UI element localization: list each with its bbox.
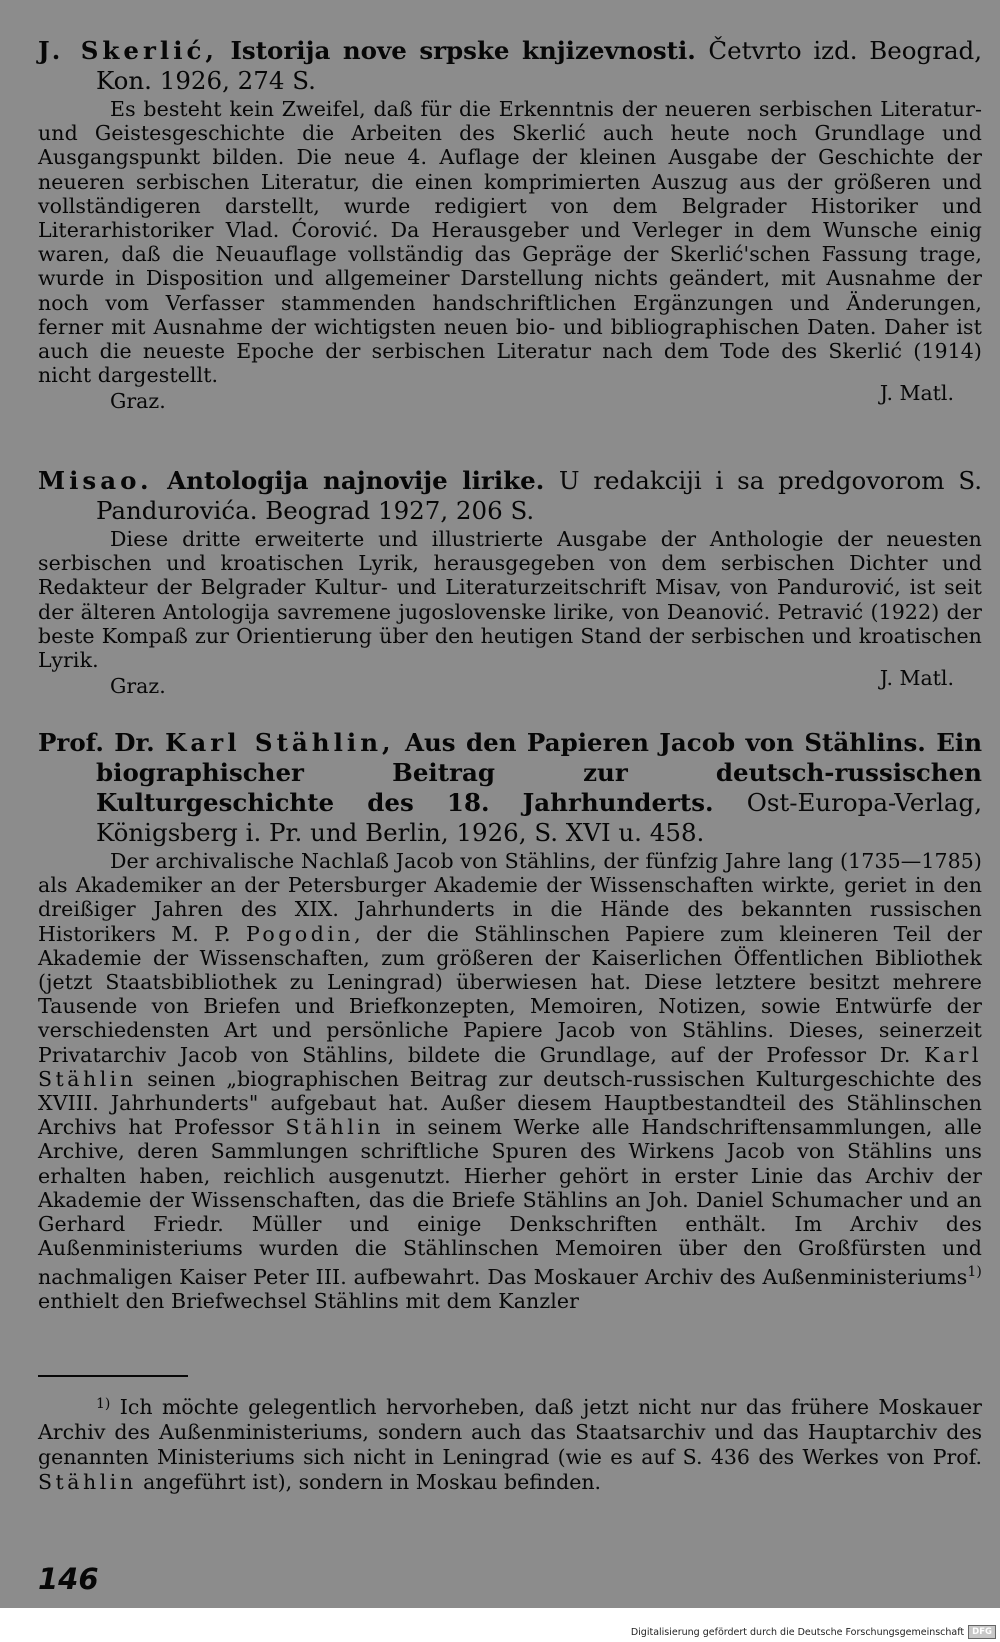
footnote-reference: 1) (967, 1264, 982, 1281)
person-name: Pogodin (245, 921, 355, 946)
person-name: Stählin (38, 1470, 137, 1494)
footnote-text: angeführt ist), sondern in Moskau befinden. (143, 1470, 602, 1494)
review-signoff (38, 381, 982, 414)
review-reviewer: J. Matl. (879, 381, 954, 406)
digitization-credit (631, 1625, 996, 1639)
review-prefix: Prof. Dr. (38, 728, 155, 757)
body-text: Der archivalische Nachlaß Jacob von Stählins, der fünfzig Jahre lang (1735—1785) als Akademiker an der Petersburger Akademie der Wissenschaften wirkte, geriet in den dreißiger Jahren des XIX. Jahrhunderts in die Hände des bekannten russischen Historikers M. P. (38, 849, 982, 946)
footnote-marker: 1) (96, 1396, 111, 1412)
review-heading (38, 728, 982, 848)
review-heading (38, 36, 982, 96)
body-text: seinen „biographischen Beitrag zur deutsch-russischen Kulturgeschichte des XVIII. Jahrhunderts" aufgebaut hat. Außer diesem Hauptbestandteil des Stählinschen Archivs hat Professor (38, 1066, 982, 1140)
review-misao (38, 466, 982, 698)
review-author: J. Skerlić, (38, 36, 218, 65)
person-name: Karl Stählin (38, 1042, 982, 1091)
review-publication: Četvrto izd. Beograd, Kon. 1926, 274 S. (96, 36, 983, 95)
credit-text: Digitalisierung gefördert durch die Deutsche Forschungsgemeinschaft (630, 1626, 965, 1638)
review-author: Karl Stählin, (165, 728, 395, 757)
person-name: Stählin (285, 1115, 385, 1140)
body-text: , der die Stählinschen Papiere zum kleineren Teil der Akademie der Wissenschaften, zum größeren der Kaiserlichen Öffentlichen Bibliothek (jetzt Staatsbibliothek zu Leningrad) überwiesen hat. Diese letztere besitzt mehrere Tausende von Briefen und Briefkonzepten, Memoiren, Notizen, sowie Entwürfe der verschiedensten Art und persönliche Papiere Jacob von Stählins. Dieses, seinerzeit Privatarchiv Jacob von Stählins, bildete die Grundlage, auf der Professor Dr. (38, 921, 982, 1067)
review-body: Es besteht kein Zweifel, daß für die Erkenntnis der neueren serbischen Literatur- und Geistesgeschichte die Arbeiten des Skerlić auch heute noch Grundlage und Ausgangspunkt bilden. Die neue 4. Auflage der kleinen Ausgabe der Geschichte der neueren serbischen Literatur, die einen komprimierten Auszug aus der größeren und vollständigeren darstellt, wurde redigiert von dem Belgrader Historiker und Literarhistoriker Vlad. Ćorović. Da Herausgeber und Verleger in dem Wunsche einig waren, daß die Neuauflage vollständig das Gepräge der Skerlić'schen Fassung trage, wurde in Disposition und allgemeiner Darstellung nichts geändert, mit Ausnahme der noch vom Verfasser stammenden handschriftlichen Ergänzungen und Änderungen, ferner mit Ausnahme der wichtigsten neuen bio- und bibliographischen Daten. Daher ist auch die neueste Epoche der serbischen Literatur nach dem Tode des Skerlić (1914) nicht dargestellt. (38, 97, 982, 388)
footnote (38, 1392, 982, 1495)
review-title: Antologija najnovije lirike. (167, 466, 545, 495)
review-title: Aus den Papieren Jacob von Stählins. Ein biographischer Beitrag zur deutsch-russischen Kulturgeschichte des 18. Jahrhunderts. (96, 728, 983, 817)
review-place: Graz. (110, 674, 166, 699)
review-publication: Ost-Europa-Verlag, Königsberg i. Pr. und Berlin, 1926, S. XVI u. 458. (96, 788, 982, 847)
page-number: 146 (38, 1562, 99, 1596)
dfg-logo: DFG (968, 1625, 996, 1639)
review-place: Graz. (110, 389, 166, 414)
review-title: Istorija nove srpske knjizevnosti. (230, 36, 696, 65)
review-skerlic (38, 36, 982, 413)
review-staehlin (38, 728, 982, 1314)
body-text: in seinem Werke alle Handschriftensammlungen, alle Archive, deren Sammlungen schriftliche Spuren des Wirkens Jacob von Stählins uns erhalten haben, reichlich ausgenutzt. Hierher gehört in erster Linie das Archiv der Akademie der Wissenschaften, das die Briefe Stählins an Joh. Daniel Schumacher und an Gerhard Friedr. Müller und einige Denkschriften enthält. Im Archiv des Außenministeriums wurden die Stählinschen Memoiren über den Großfürsten und nachmaligen Kaiser Peter III. aufbewahrt. Das Moskauer Archiv des Außenministeriums (38, 1115, 983, 1290)
body-text: enthielt den Briefwechsel Stählins mit dem Kanzler (38, 1289, 580, 1314)
review-signoff (38, 666, 982, 699)
footnote-text: Ich möchte gelegentlich hervorheben, daß jetzt nicht nur das frühere Moskauer Archiv des Außenministeriums, sondern auch das Staatsarchiv und das Hauptarchiv des genannten Ministeriums sich nicht in Leningrad (wie es auf S. 436 des Werkes von Prof. (38, 1395, 982, 1469)
review-author: Misao. (38, 466, 153, 495)
review-body: Diese dritte erweiterte und illustrierte Ausgabe der Anthologie der neuesten serbischen und kroatischen Lyrik, herausgegeben von dem serbischen Dichter und Redakteur der Belgrader Kultur- und Literaturzeitschrift Misav, von Pandurović, ist seit der älteren Antologija savremene jugoslovenske lirike, von Deanović. Petravić (1922) der beste Kompaß zur Orientierung über den heutigen Stand der serbischen und kroatischen Lyrik. (38, 527, 982, 673)
review-heading (38, 466, 982, 526)
footnote-divider (38, 1375, 188, 1377)
review-publication: U redakciji i sa predgovorom S. Pandurovića. Beograd 1927, 206 S. (96, 466, 983, 525)
review-reviewer: J. Matl. (879, 666, 954, 691)
review-body (38, 849, 982, 1314)
